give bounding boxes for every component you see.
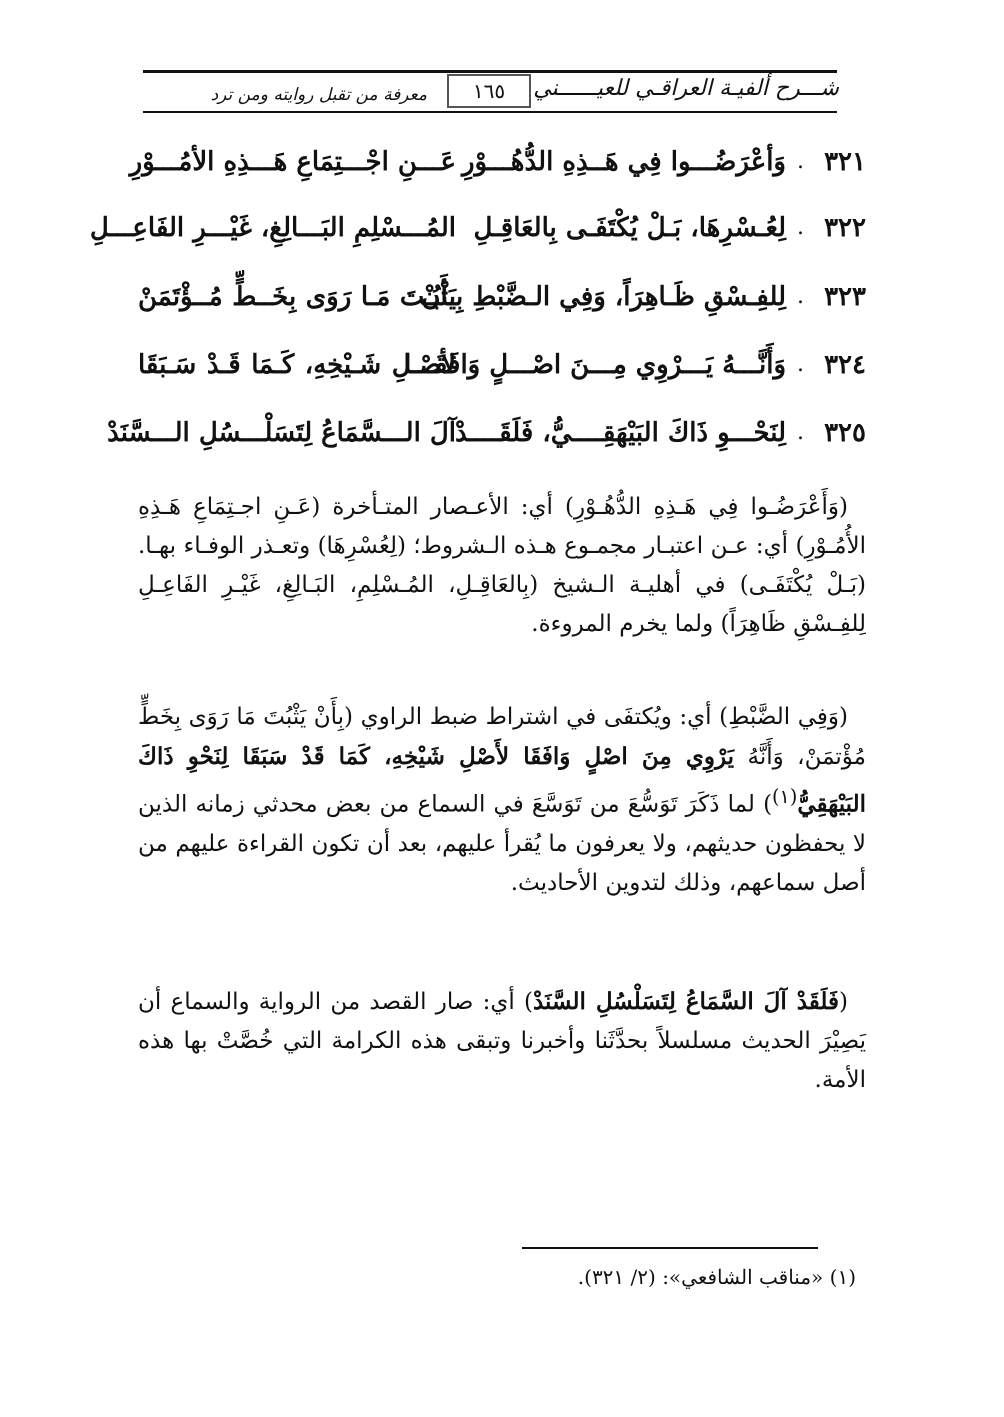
verse-second-hemistich: آلَ الـــسَّمَاعُ لِتَسَلْـــسُلِ الـــسَّنَدْ — [107, 418, 456, 448]
verse-number: ٣٢٤ — [824, 350, 866, 380]
verse-number: ٣٢٥ — [824, 418, 866, 448]
verse-first-hemistich: لِنَحْـــوِ ذَاكَ البَيْهَقِــــيُّ، فَلَقَــــدْ — [454, 418, 786, 448]
running-chapter-title: معرفة من تقبل روايته ومن ترد — [210, 85, 427, 105]
bold-verse-quote: يَرْوِي مِنَ اصْلٍ وَافَقَا لأَصْلِ شَيْخِهِ، كَمَا قَدْ سَبَقَا لِنَحْوِ ذَاكَ البَيْهَقِيُّ — [138, 743, 866, 818]
verse-number: ٣٢١ — [824, 147, 866, 177]
verse-second-hemistich: يَثْبُـتَ مَـا رَوَى بِخَــطٍّ مُــؤْتَمَنْ — [138, 282, 456, 312]
commentary-text: أي: ويُكتفَى في اشتراط ضبط الراوي — [353, 704, 720, 730]
running-book-title: شـــرح ألفيـة العراقـي للعيــــــني — [533, 76, 839, 101]
verse-first-hemistich: لِعُـسْرِهَا، بَـلْ يُكْتَفَـى بِالعَاقِـلِ — [473, 213, 786, 243]
verse-first-hemistich: لِلفِـسْقِ ظَـاهِرَاً، وَفِي الـضَّبْطِ بِـأَنْ — [421, 282, 786, 312]
header-bottom-rule — [143, 111, 837, 113]
verse-first-hemistich: وَأعْرَضُـــوا فِي هَــذِهِ الدُّهُـــوْرِ — [461, 147, 786, 177]
verse-dot: . — [797, 352, 804, 377]
commentary-text: ولما يخرم المروءة. — [531, 611, 721, 637]
verse-number: ٣٢٣ — [824, 282, 866, 312]
verse-first-hemistich: وَأَنَّـــهُ يَـــرْوِي مِـــنَ اصْـــلٍ وَافَقَـــا — [404, 350, 786, 380]
quoted-verse-text: عَـنِ اجـتِمَاعِ هَـذِهِ الأُمُـوْرِ — [138, 494, 866, 559]
verse-line — [129, 140, 866, 184]
commentary-text: لما ذَكَرَ تَوَسُّعَ من تَوَسَّعَ في السماع من بعض محدثي زمانه الذين لا يحفظون حديثهم، ولا يعرفون ما يُقرأ عليهم، بعد أن تكون القراءة عليهم من أصل سماعهم، وذلك لتدوين الأحاديث. — [138, 791, 866, 896]
commentary-text: أي: الأعـصار المتـأخرة — [320, 494, 565, 520]
verse-dot: . — [797, 284, 804, 309]
quoted-verse-text: لِعُسْرِهَا — [326, 533, 397, 559]
commentary-paragraph-1: (وَأَعْرَضُـوا فِي هَـذِهِ الدُّهُـوْرِ) أي: الأعـصار المتـأخرة (عَـنِ اجـتِمَاعِ هَـذِهِ الأُمُـوْرِ) أي: عـن اعتبـار مجمـوع هـذه الـشروط؛ (لِعُسْرِهَا) وتعـذر الوفـاء بهـا. (بَـلْ يُكْتَفَـى) في أهليـة الـشيخ (بِالعَاقِـلِ، المُـسْلِمِ، البَـالِغِ، غَيْـرِ الفَاعِـلِ لِلفِـسْقِ ظَاهِرَاً) ولما يخرم المروءة. — [138, 494, 866, 637]
verse-second-hemistich: عَـــنِ اجْـــتِمَاعِ هَـــذِهِ الأمُـــوْرِ — [129, 147, 456, 177]
quoted-verse-text: وَفِي الضَّبْطِ — [728, 704, 840, 730]
quoted-verse-text: بِالعَاقِـلِ، المُـسْلِمِ، البَـالِغِ، غَيْـرِ الفَاعِـلِ لِلفِـسْقِ ظَاهِرَاً — [138, 572, 866, 637]
quoted-verse-text: بِأَنْ يَثْبُتَ مَا رَوَى بِخَطٍّ مُؤْتمَنْ، وَأَنَّهُ — [138, 704, 867, 770]
verse-number: ٣٢٢ — [824, 213, 866, 243]
footnote: (١) «مناقب الشافعي»: (٢/ ٣٢١). — [577, 1265, 856, 1289]
commentary-text: في أهليـة الـشيخ — [538, 572, 740, 598]
verse-dot: . — [797, 420, 804, 445]
verse-dot: . — [797, 215, 804, 240]
verse-second-hemistich: لأصْـلِ شَـيْخِهِ، كَـمَا قَـدْ سَـبَقَا — [138, 350, 456, 380]
footnote-marker: (١) — [772, 785, 798, 808]
quoted-verse-text: بَـلْ يُكْتَفَـى — [748, 572, 858, 598]
commentary-paragraph-2: (وَفِي الضَّبْطِ) أي: ويُكتفَى في اشتراط ضبط الراوي (بِأَنْ يَثْبُتَ مَا رَوَى بِخَطٍّ مُؤْتمَنْ، وَأَنَّهُ يَرْوِي مِنَ اصْلٍ وَافَقَا لأَصْلِ شَيْخِهِ، كَمَا قَدْ سَبَقَا لِنَحْوِ ذَاكَ البَيْهَقِيُّ$^{(١)}$) لما ذَكَرَ تَوَسُّعَ من تَوَسَّعَ في السماع من بعض محدثي زمانه الذين لا يحفظون حديثهم، ولا يعرفون ما يُقرأ عليهم، بعد أن تكون القراءة عليهم من أصل سماعهم، وذلك لتدوين الأحاديث. — [138, 704, 867, 896]
commentary-paragraph-3: (فَلَقَدْ آلَ السَّمَاعُ لِتَسَلْسُلِ السَّنَدْ) أي: صار القصد من الرواية والسماع أن يَصِيْرَ الحديث مسلسلاً بحدَّثَنا وأخبرنا وتبقى هذه الكرامة التي خُصَّتْ بها هذه الأمة. — [138, 988, 866, 1093]
verse-line — [107, 411, 866, 455]
commentary-text: وتعـذر الوفـاء بهـا. — [138, 533, 318, 559]
footnote-rule — [522, 1247, 818, 1249]
verse-line — [138, 343, 866, 387]
verse-dot: . — [797, 149, 804, 174]
commentary-text: أي: عـن اعتبـار مجمـوع هـذه الـشروط؛ — [405, 533, 796, 559]
verse-second-hemistich: المُـــسْلِمِ البَـــالِغِ، غَيْـــرِ الفَاعِـــلِ — [89, 213, 456, 243]
verse-line — [138, 275, 866, 319]
page-number: ١٦٥ — [447, 74, 531, 108]
bold-verse-quote: فَلَقَدْ آلَ السَّمَاعُ لِتَسَلْسُلِ السَّنَدْ — [532, 988, 840, 1015]
quoted-verse-text: وَأَعْرَضُـوا فِي هَـذِهِ الدُّهُـوْرِ — [573, 494, 840, 520]
commentary-text: أي: صار القصد من الرواية والسماع أن يَصِيْرَ الحديث مسلسلاً بحدَّثَنا وأخبرنا وتبقى هذه الكرامة التي خُصَّتْ بها هذه الأمة. — [138, 989, 866, 1093]
header-top-rule — [143, 70, 837, 73]
verse-line — [89, 206, 866, 250]
